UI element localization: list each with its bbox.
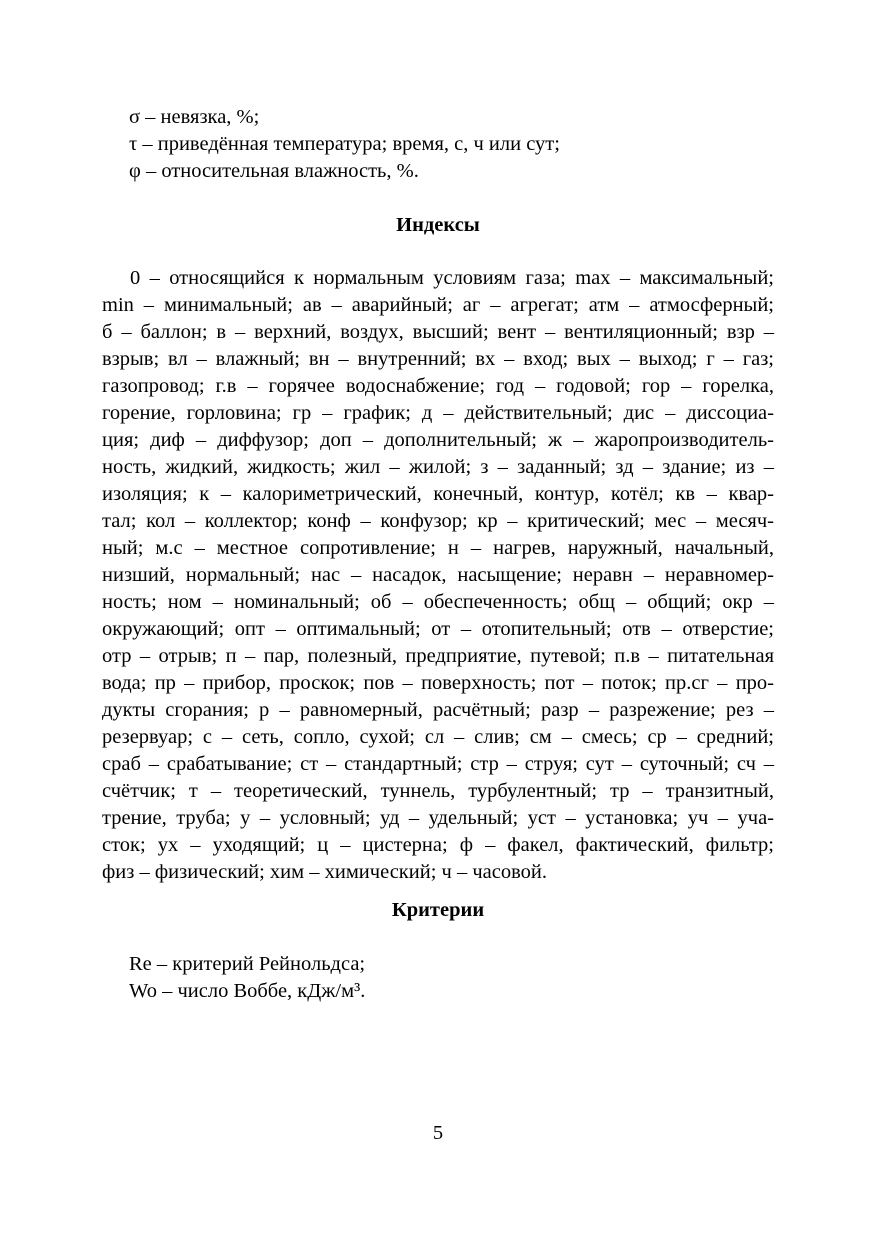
paragraph-line: физ – физический; хим – химический; ч – часовой. [102,861,547,883]
paragraph-line: горение, горловина; гр – график; д – действительный; дис – диссоциа- [102,402,774,424]
symbol-definition: φ – относительная влажность, %. [129,160,419,182]
paragraph-line: дукты сгорания; р – равномерный, расчётный; разр – разрежение; рез – [102,699,774,721]
paragraph-line: ность; ном – номинальный; об – обеспеченность; общ – общий; окр – [102,591,774,613]
paragraph-line: б – баллон; в – верхний, воздух, высший; вент – вентиляционный; взр – [102,321,774,343]
criterion-definition: Wo – число Воббе, кДж/м³. [129,980,366,1002]
paragraph-line: ция; диф – диффузор; доп – дополнительный; ж – жаропроизводитель- [102,429,774,451]
paragraph-line: окружающий; опт – оптимальный; от – отопительный; отв – отверстие; [102,618,774,640]
symbol-list [129,104,789,185]
paragraph-line: трение, труба; у – условный; уд – удельный; уст – установка; уч – уча- [102,807,774,829]
paragraph-line: резервуар; с – сеть, сопло, сухой; сл – слив; см – смесь; ср – средний; [102,726,774,748]
paragraph-line: ный; м.с – местное сопротивление; н – нагрев, наружный, начальный, [102,537,774,559]
page-number: 5 [432,1122,444,1144]
criteria-list [129,951,729,1005]
paragraph-line: отр – отрыв; п – пар, полезный, предприятие, путевой; п.в – питательная [102,645,774,667]
paragraph-line: вода; пр – прибор, проскок; пов – поверхность; пот – поток; пр.сг – про- [102,672,774,694]
symbol-definition: τ – приведённая температура; время, с, ч или сут; [129,133,560,155]
indices-heading: Индексы [396,214,480,236]
criteria-heading: Критерии [391,899,485,921]
paragraph-line: сраб – срабатывание; ст – стандартный; стр – струя; сут – суточный; сч – [102,753,774,775]
paragraph-line: газопровод; г.в – горячее водоснабжение; год – годовой; гор – горелка, [102,375,774,397]
paragraph-line: 0 – относящийся к нормальным условиям газа; max – максимальный; [130,267,774,289]
criterion-definition: Re – критерий Рейнольдса; [129,953,366,975]
paragraph-line: тал; кол – коллектор; конф – конфузор; кр – критический; мес – месяч- [102,510,774,532]
paragraph-line: сток; ух – уходящий; ц – цистерна; ф – факел, фактический, фильтр; [102,834,774,856]
paragraph-line: min – минимальный; ав – аварийный; аг – агрегат; атм – атмосферный; [102,294,774,316]
paragraph-line: счётчик; т – теоретический, туннель, турбулентный; тр – транзитный, [102,780,774,802]
symbol-definition: σ – невязка, %; [129,106,260,128]
paragraph-line: ность, жидкий, жидкость; жил – жилой; з – заданный; зд – здание; из – [102,456,774,478]
paragraph-line: низший, нормальный; нас – насадок, насыщение; неравн – неравномер- [102,564,774,586]
indices-paragraph [102,265,774,886]
paragraph-line: взрыв; вл – влажный; вн – внутренний; вх – вход; вых – выход; г – газ; [102,348,774,370]
paragraph-line: изоляция; к – калориметрический, конечный, контур, котёл; кв – квар- [102,483,774,505]
